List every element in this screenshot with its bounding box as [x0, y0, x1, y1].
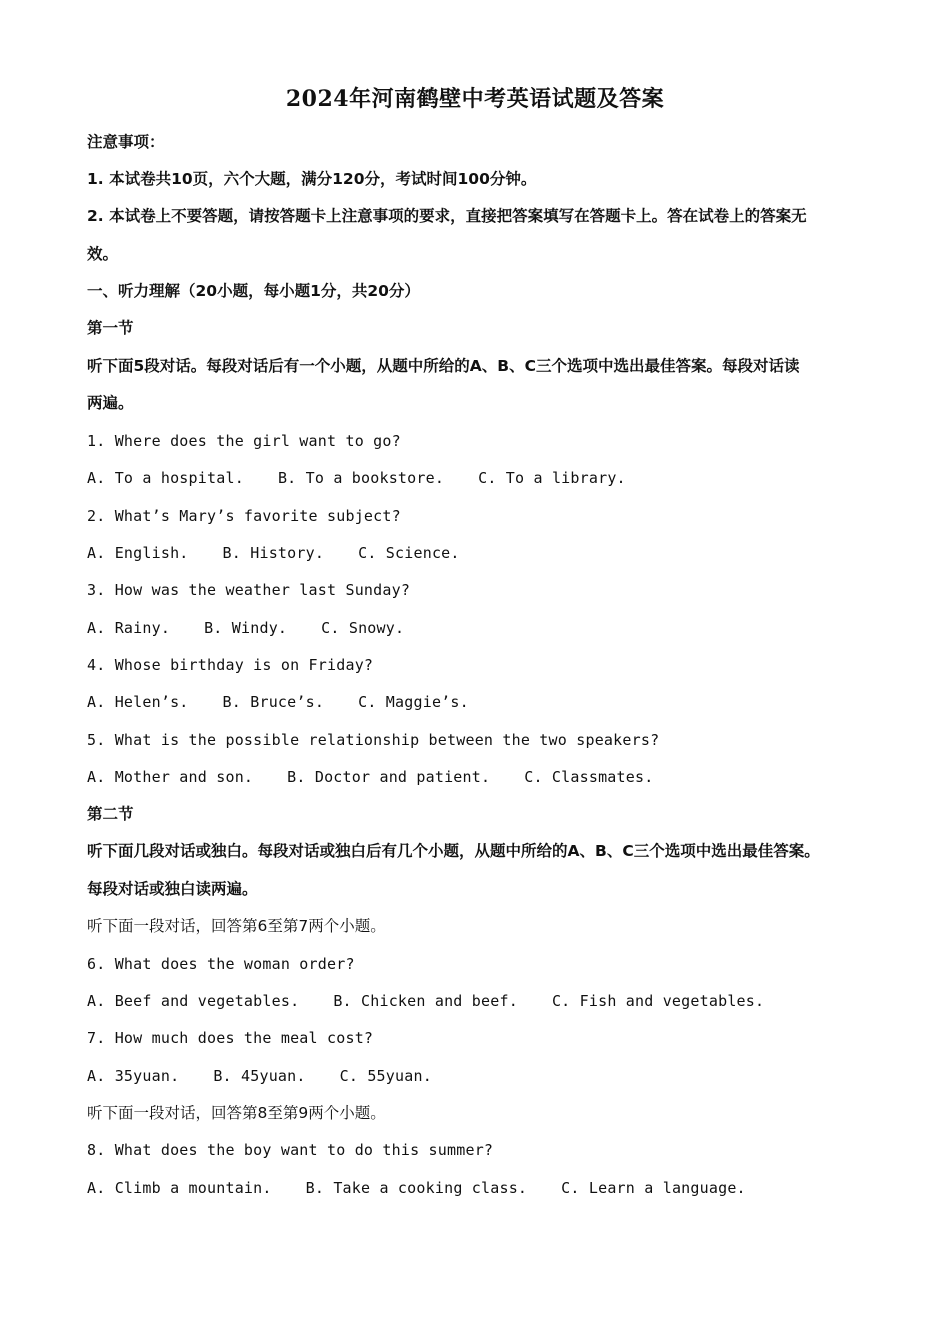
options-row [87, 766, 877, 788]
options-row [87, 1177, 877, 1199]
option: C. Learn a language. [561, 1179, 746, 1197]
option: B. Take a cooking class. [305, 1179, 528, 1197]
question: 8. What does the boy want to do this summer? [87, 1141, 494, 1159]
section-instructions: 听下面5段对话。每段对话后有一个小题，从题中所给的A、B、C三个选项中选出最佳答案。每段对话读 [87, 357, 800, 375]
option: A. Mother and son. [87, 768, 254, 786]
page-title: 2024年河南鹤壁中考英语试题及答案 [285, 86, 665, 112]
option: B. Doctor and patient. [287, 768, 491, 786]
option: B. Windy. [204, 619, 288, 637]
options-row [87, 467, 877, 489]
question: 7. How much does the meal cost? [87, 1029, 374, 1047]
option: C. 55yuan. [339, 1067, 432, 1085]
option: B. History. [222, 544, 325, 562]
option: C. Maggie’s. [358, 693, 469, 711]
question: 3. How was the weather last Sunday? [87, 581, 411, 599]
option: C. To a library. [478, 469, 626, 487]
group-intro: 听下面一段对话，回答第6至第7两个小题。 [87, 917, 386, 935]
section-instructions: 听下面几段对话或独白。每段对话或独白后有几个小题，从题中所给的A、B、C三个选项中选出最佳答案。 [87, 842, 820, 860]
option: B. 45yuan. [213, 1067, 306, 1085]
question: 2. What’s Mary’s favorite subject? [87, 507, 401, 525]
note-line: 效。 [87, 245, 119, 263]
option: C. Classmates. [524, 768, 654, 786]
question: 6. What does the woman order? [87, 955, 355, 973]
part-heading: 一、听力理解（20小题，每小题1分，共20分） [87, 282, 420, 300]
option: C. Snowy. [321, 619, 405, 637]
option: A. Helen’s. [87, 693, 189, 711]
question: 5. What is the possible relationship between the two speakers? [87, 731, 660, 749]
option: A. Climb a mountain. [87, 1179, 272, 1197]
option: A. To a hospital. [87, 469, 244, 487]
section-heading: 第一节 [87, 319, 134, 337]
note-line: 1. 本试卷共10页，六个大题，满分120分，考试时间100分钟。 [87, 170, 537, 188]
option: B. To a bookstore. [277, 469, 445, 487]
option: B. Chicken and beef. [333, 992, 518, 1010]
note-line: 2. 本试卷上不要答题，请按答题卡上注意事项的要求，直接把答案填写在答题卡上。答在试卷上的答案无 [87, 207, 807, 225]
question: 4. Whose birthday is on Friday? [87, 656, 374, 674]
section-instructions: 每段对话或独白读两遍。 [87, 880, 258, 898]
options-row [87, 990, 877, 1012]
options-row [87, 542, 877, 564]
question: 1. Where does the girl want to go? [87, 432, 401, 450]
option: A. Beef and vegetables. [87, 992, 300, 1010]
section-heading: 第二节 [87, 805, 134, 823]
option: C. Science. [358, 544, 460, 562]
option: C. Fish and vegetables. [551, 992, 765, 1010]
notes-heading: 注意事项： [87, 133, 165, 151]
section-instructions: 两遍。 [87, 394, 134, 412]
options-row [87, 691, 877, 713]
option: B. Bruce’s. [222, 693, 325, 711]
options-row [87, 1065, 877, 1087]
group-intro: 听下面一段对话，回答第8至第9两个小题。 [87, 1104, 386, 1122]
options-row [87, 617, 877, 639]
option: A. Rainy. [87, 619, 171, 637]
option: A. 35yuan. [87, 1067, 180, 1085]
option: A. English. [87, 544, 189, 562]
